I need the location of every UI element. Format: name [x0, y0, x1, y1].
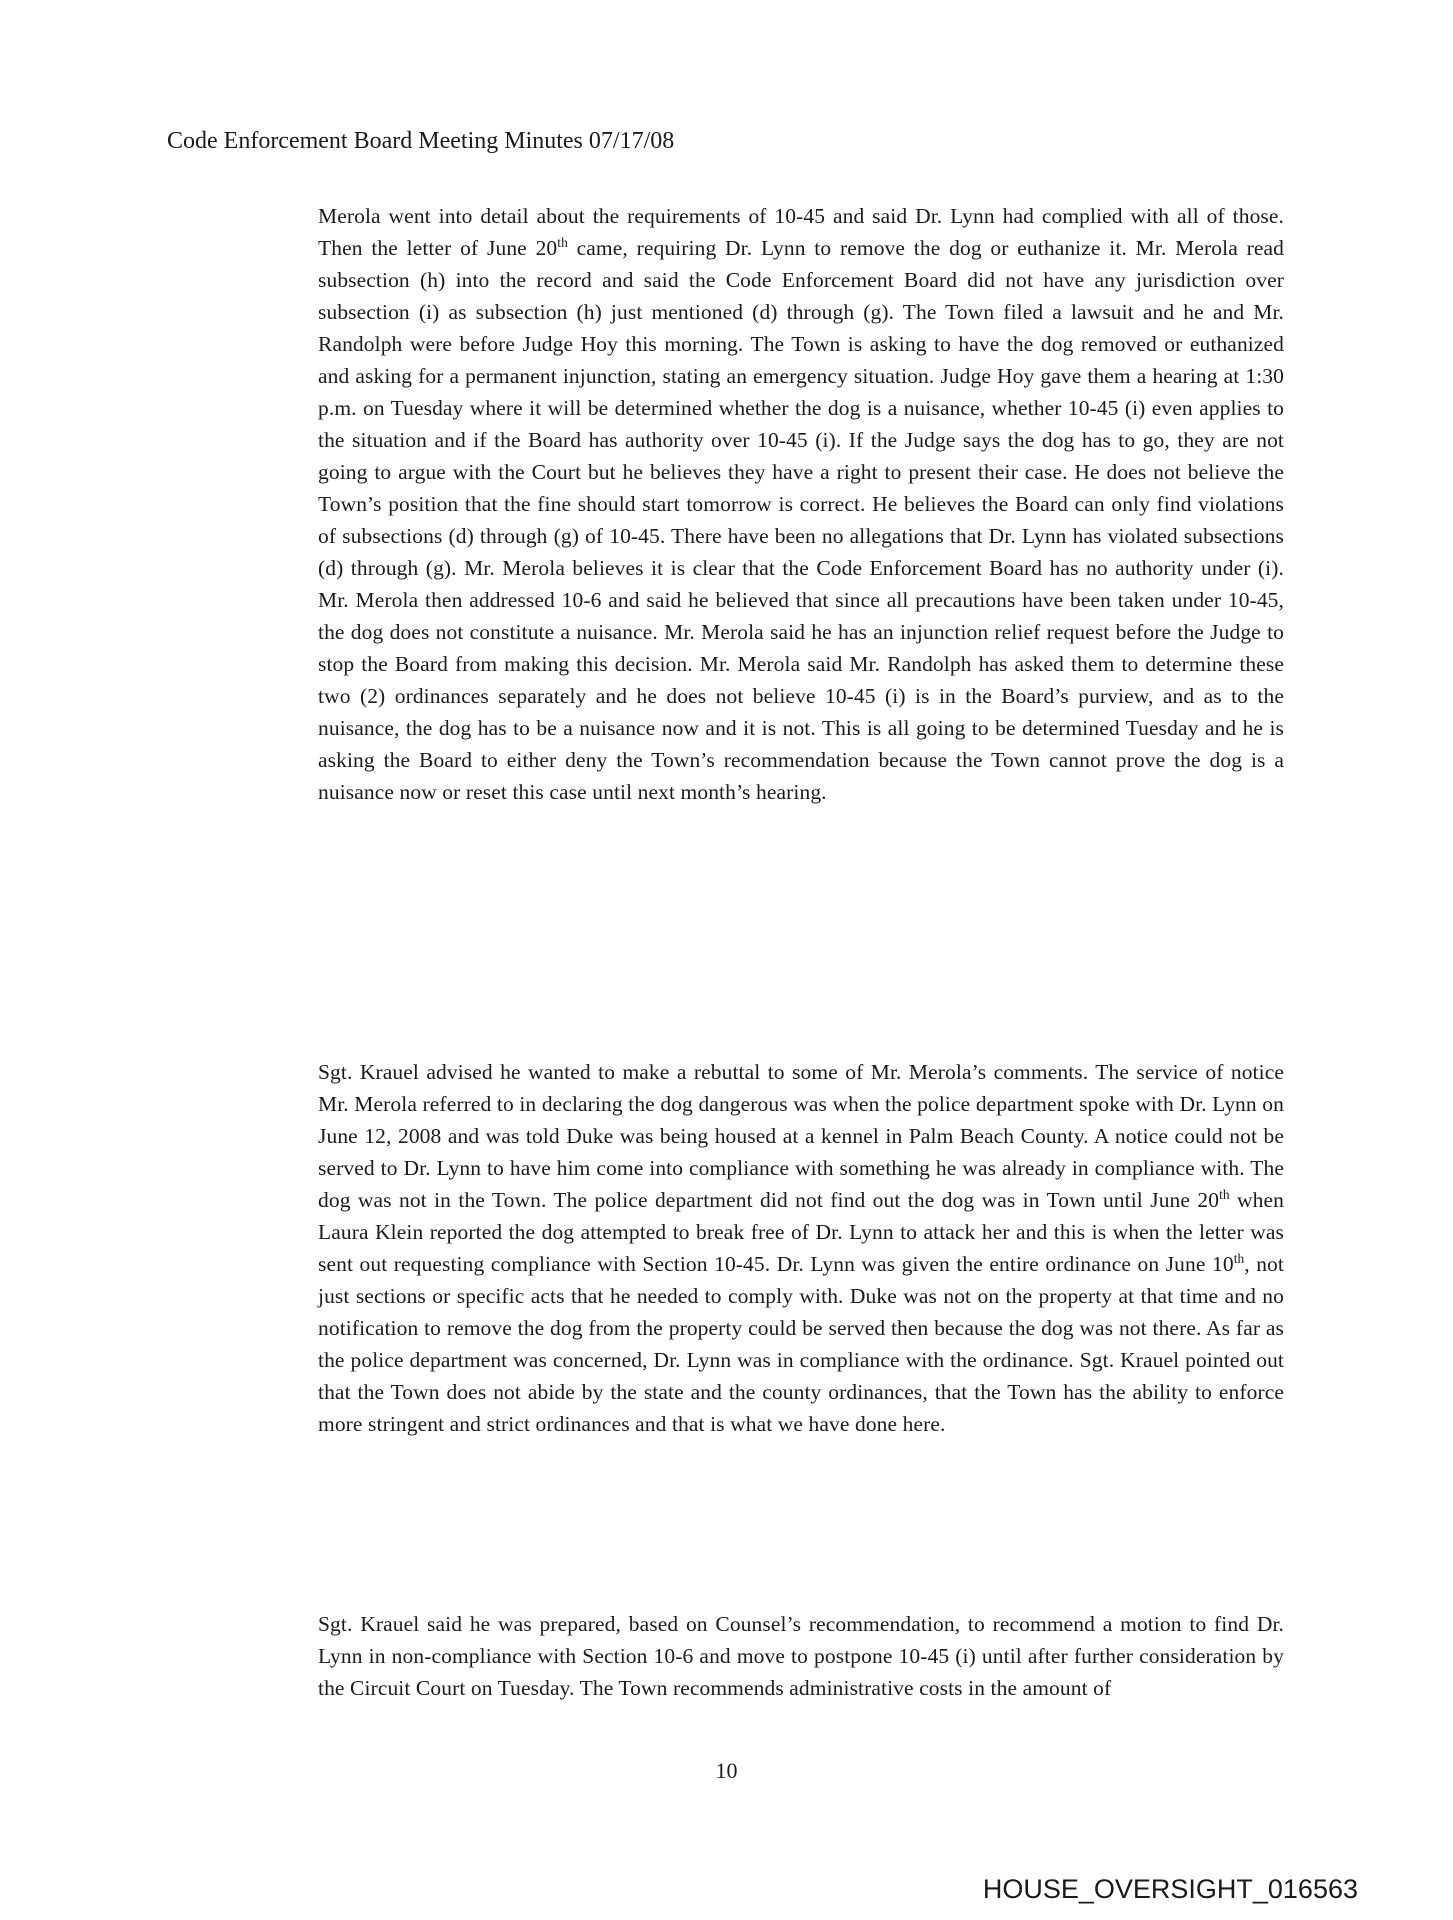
minutes-paragraph-merola-argument: Merola went into detail about the requirements of 10-45 and said Dr. Lynn had complied with all of those. Then the letter of June 20th came, requiring Dr. Lynn to remove the dog or euthanize it. Mr. Merola read subsection (h) into the record and said the Code Enforcement Board did not have any jurisdiction over subsection (i) as subsection (h) just mentioned (d) through (g). The Town filed a lawsuit and he and Mr. Randolph were before Judge Hoy this morning. The Town is asking to have the dog removed or euthanized and asking for a permanent injunction, stating an emergency situation. Judge Hoy gave them a hearing at 1:30 p.m. on Tuesday where it will be determined whether the dog is a nuisance, whether 10-45 (i) even applies to the situation and if the Board has authority over 10-45 (i). If the Judge says the dog has to go, they are not going to argue with the Court but he believes they have a right to present their case. He does not believe the Town’s position that the fine should start tomorrow is correct. He believes the Board can only find violations of subsections (d) through (g) of 10-45. There have been no allegations that Dr. Lynn has violated subsections (d) through (g). Mr. Merola believes it is clear that the Code Enforcement Board has no authority under (i). Mr. Merola then addressed 10-6 and said he believed that since all precautions have been taken under 10-45, the dog does not constitute a nuisance. Mr. Merola said he has an injunction relief request before the Judge to stop the Board from making this decision. Mr. Merola said Mr. Randolph has asked them to determine these two (2) ordinances separately and he does not believe 10-45 (i) is in the Board’s purview, and as to the nuisance, the dog has to be a nuisance now and it is not. This is all going to be determined Tuesday and he is asking the Board to either deny the Town’s recommendation because the Town cannot prove the dog is a nuisance now or reset this case until next month’s hearing.: [318, 204, 1285, 804]
document-header: Code Enforcement Board Meeting Minutes 07/17/08: [167, 128, 675, 154]
minutes-paragraph-krauel-motion: Sgt. Krauel said he was prepared, based on Counsel’s recommendation, to recommend a motion to find Dr. Lynn in non-compliance with Section 10-6 and move to postpone 10-45 (i) until after further consideration by the Circuit Court on Tuesday. The Town recommends administrative costs in the amount of: [318, 1612, 1284, 1700]
bates-stamp: HOUSE_OVERSIGHT_016563: [982, 1874, 1358, 1904]
minutes-paragraph-krauel-rebuttal: Sgt. Krauel advised he wanted to make a rebuttal to some of Mr. Merola’s comments. The service of notice Mr. Merola referred to in declaring the dog dangerous was when the police department spoke with Dr. Lynn on June 12, 2008 and was told Duke was being housed at a kennel in Palm Beach County. A notice could not be served to Dr. Lynn to have him come into compliance with something he was already in compliance with. The dog was not in the Town. The police department did not find out the dog was in Town until June 20th when Laura Klein reported the dog attempted to break free of Dr. Lynn to attack her and this is when the letter was sent out requesting compliance with Section 10-45. Dr. Lynn was given the entire ordinance on June 10th, not just sections or specific acts that he needed to comply with. Duke was not on the property at that time and no notification to remove the dog from the property could be served then because the dog was not there. As far as the police department was concerned, Dr. Lynn was in compliance with the ordinance. Sgt. Krauel pointed out that the Town does not abide by the state and the county ordinances, that the Town has the ability to enforce more stringent and strict ordinances and that is what we have done here.: [318, 1060, 1284, 1436]
page-number: 10: [715, 1758, 738, 1783]
